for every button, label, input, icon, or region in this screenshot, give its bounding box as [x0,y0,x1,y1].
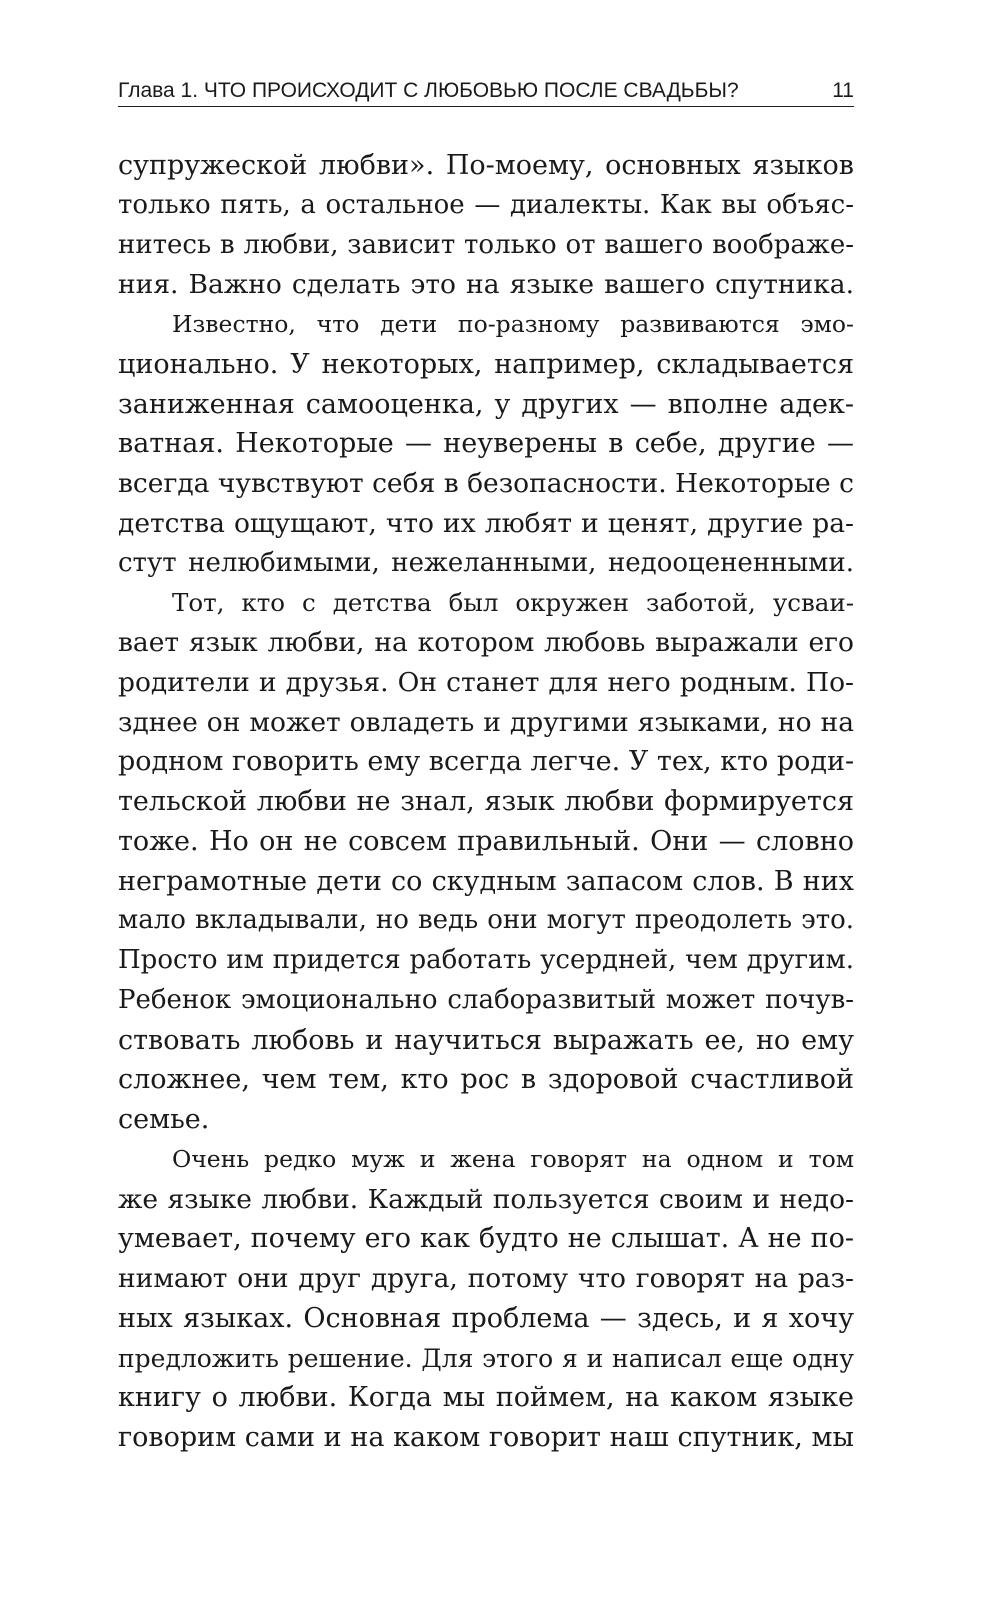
text-line: умевает, почему его как будто не слышат. А не по- [118,1223,854,1255]
text-line: Известно, что дети по-разному развиваются эмо- [172,310,854,338]
text-line: ватная. Некоторые — неуверены в себе, другие — [118,428,854,460]
paragraph-1 [118,146,854,305]
text-line: книгу о любви. Когда мы поймем, на каком языке [118,1382,854,1414]
text-line: Просто им придется работать усердней, чем другим. [118,945,854,975]
body-text [118,146,854,1458]
text-line: вает язык любви, на котором любовь выражали его [118,627,854,658]
text-line: нитесь в любви, зависит только от вашего воображе- [118,229,854,260]
text-line: ствовать любовь и научиться выражать ее, но ему [118,1024,854,1056]
text-line: родители и друзья. Он станет для него родным. По- [118,666,854,698]
text-line: заниженная самооценка, у других — вполне адек- [118,388,854,420]
text-line: только пять, а остальное — диалекты. Как вы объяс- [118,189,854,220]
text-line: Тот, кто с детства был окружен заботой, усваи- [172,588,854,618]
paragraph-4 [118,1140,854,1458]
text-line: предложить решение. Для этого я и написал еще одну [118,1343,854,1373]
page-number: 11 [832,79,854,102]
text-line: семье. [118,1104,210,1135]
text-line: неграмотные дети со скудным запасом слов. В них [118,865,854,897]
text-line: же языке любви. Каждый пользуется своим и недо- [118,1183,854,1215]
text-line: сложнее, чем тем, кто рос в здоровой счастливой [118,1064,854,1096]
text-line: нимают они друг друга, потому что говорят на раз- [118,1263,854,1294]
text-line: всегда чувствуют себя в безопасности. Некоторые с [118,468,854,499]
text-line: говорим сами и на каком говорит наш спутник, мы [118,1422,854,1453]
paragraph-3 [118,583,854,1140]
text-line: детства ощущают, что их любят и ценят, другие ра- [118,507,854,539]
chapter-title: Глава 1. ЧТО ПРОИСХОДИТ С ЛЮБОВЬЮ ПОСЛЕ СВАДЬБЫ? [118,79,739,102]
text-line: ния. Важно сделать это на языке вашего спутника. [118,269,854,301]
text-line: родном говорить ему всегда легче. У тех, кто роди- [118,746,855,778]
text-line: ционально. У некоторых, например, складывается [118,348,854,380]
text-line: Ребенок эмоционально слаборазвитый может почув- [118,984,854,1015]
text-line: тоже. Но он не совсем правильный. Они — словно [118,825,854,857]
running-head [118,76,854,107]
text-line: мало вкладывали, но ведь они могут преодолеть это. [118,905,854,936]
text-line: супружеской любви». По-моему, основных языков [118,150,854,181]
text-line: стут нелюбимыми, нежеланными, недооцененными. [118,547,854,578]
text-line: тельской любви не знал, язык любви формируется [118,786,854,817]
text-line: зднее он может овладеть и другими языками, но на [118,706,854,738]
paragraph-2 [118,305,854,583]
text-line: Очень редко муж и жена говорят на одном и том [172,1144,854,1173]
text-line: ных языках. Основная проблема — здесь, и я хочу [118,1302,854,1334]
